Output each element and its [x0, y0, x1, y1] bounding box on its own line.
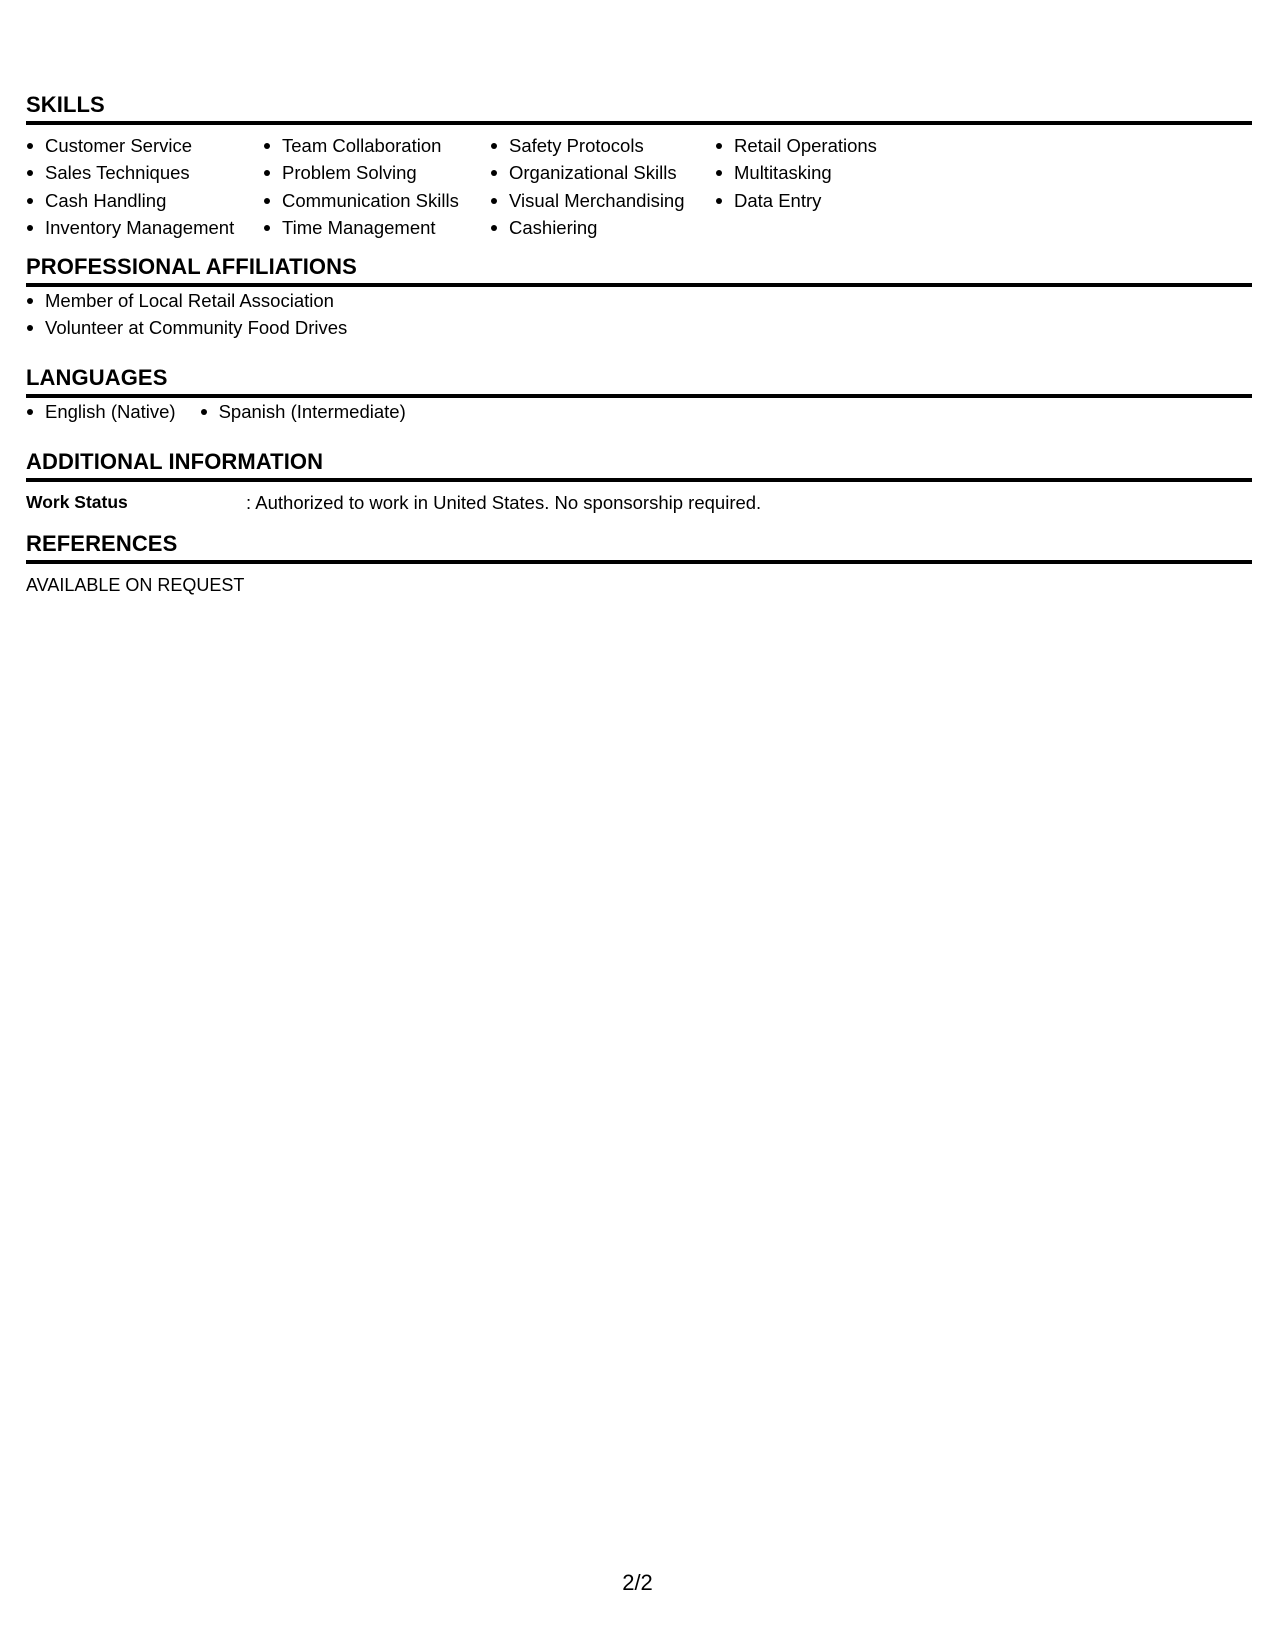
skill-item: Cashiering [490, 214, 715, 241]
work-status-label: Work Status [26, 492, 128, 512]
skills-column [263, 132, 490, 241]
additional-info-section [26, 449, 1252, 531]
resume-page [26, 92, 1252, 599]
affiliations-heading: PROFESSIONAL AFFILIATIONS [26, 254, 1252, 287]
affiliation-item: Volunteer at Community Food Drives [26, 314, 1252, 341]
skill-item: Data Entry [715, 187, 915, 214]
skill-item: Multitasking [715, 159, 915, 186]
skill-item: Retail Operations [715, 132, 915, 159]
skill-item: Sales Techniques [26, 159, 263, 186]
languages-list [26, 398, 1252, 425]
skill-item: Communication Skills [263, 187, 490, 214]
skill-item: Organizational Skills [490, 159, 715, 186]
references-heading: REFERENCES [26, 531, 1252, 564]
skill-item: Problem Solving [263, 159, 490, 186]
language-item: English (Native) [26, 398, 176, 425]
page-number: 2/2 [622, 1570, 653, 1595]
references-text: AVAILABLE ON REQUEST [26, 575, 245, 595]
skills-column [490, 132, 715, 241]
skills-section [26, 92, 1252, 254]
references-section [26, 531, 1252, 599]
skill-item: Cash Handling [26, 187, 263, 214]
skill-item: Safety Protocols [490, 132, 715, 159]
work-status-row [26, 489, 1252, 516]
skills-grid [26, 132, 1252, 241]
skill-item: Visual Merchandising [490, 187, 715, 214]
languages-section [26, 365, 1252, 449]
skills-column [26, 132, 263, 241]
skill-item: Customer Service [26, 132, 263, 159]
affiliations-section [26, 254, 1252, 365]
affiliations-list [26, 287, 1252, 342]
skills-column [715, 132, 915, 241]
languages-heading: LANGUAGES [26, 365, 1252, 398]
skill-item: Time Management [263, 214, 490, 241]
work-status-value: : Authorized to work in United States. No sponsorship required. [246, 492, 762, 513]
skills-heading: SKILLS [26, 92, 1252, 125]
affiliation-item: Member of Local Retail Association [26, 287, 1252, 314]
skill-item: Team Collaboration [263, 132, 490, 159]
skill-item: Inventory Management [26, 214, 263, 241]
additional-info-heading: ADDITIONAL INFORMATION [26, 449, 1252, 482]
language-item: Spanish (Intermediate) [200, 398, 406, 425]
